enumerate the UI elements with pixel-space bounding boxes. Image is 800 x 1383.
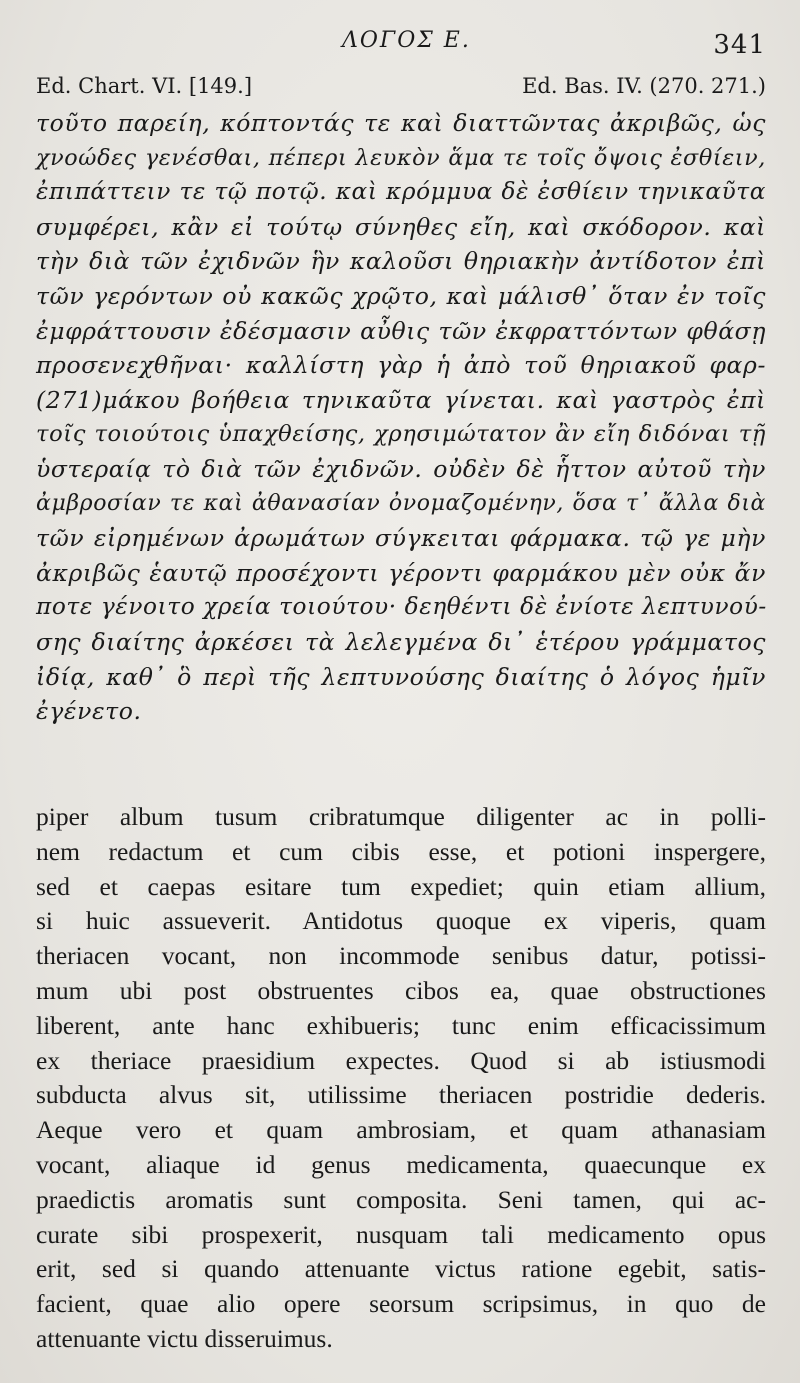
greek-line: ὑστεραίᾳ τὸ διὰ τῶν ἐχιδνῶν. οὐδὲν δὲ ἧττον αὐτοῦ τὴν — [36, 454, 766, 483]
page-number: 341 — [713, 30, 766, 60]
greek-line: τῶν γερόντων οὐ κακῶς χρῷτο, καὶ μάλισθ᾽ ὅταν ἐν τοῖς — [36, 281, 766, 310]
latin-text-block — [36, 800, 766, 1357]
latin-line: Aeque vero et quam ambrosiam, et quam athanasiam — [36, 1115, 766, 1145]
greek-line: ἐπιπάττειν τε τῷ ποτῷ. καὶ κρόμμυα δὲ ἐσθίειν τηνικαῦτα — [36, 178, 766, 206]
edition-reference-line — [36, 74, 766, 104]
greek-line: χνοώδες γενέσθαι, πέπερι λευκὸν ἅμα τε τοῖς ὄψοις ἐσθίειν, — [36, 144, 766, 171]
greek-line: ποτε γένοιτο χρεία τοιούτου· δεηθέντι δὲ ἐνίοτε λεπτυνού- — [36, 593, 767, 621]
latin-line: erit, sed si quando attenuante victus ratione egebit, satis- — [36, 1254, 766, 1284]
greek-line: ἰδίᾳ, καθ᾽ ὃ περὶ τῆς λεπτυνούσης διαίτης ὁ λόγος ἡμῖν — [36, 662, 766, 691]
greek-line: προσενεχθῆναι· καλλίστη γὰρ ἡ ἀπὸ τοῦ θηριακοῦ φαρ- — [36, 351, 766, 380]
latin-line: si huic assueverit. Antidotus quoque ex viperis, quam — [36, 906, 766, 936]
greek-line: ἐμφράττουσιν ἐδέσμασιν αὖθις τῶν ἐκφραττόντων φθάσῃ — [36, 316, 766, 345]
latin-line: piper album tusum cribratumque diligenter ac in polli- — [36, 802, 766, 831]
latin-line: vocant, aliaque id genus medicamenta, quaecunque ex — [36, 1149, 766, 1179]
latin-line: attenuante victu disseruimus. — [36, 1323, 333, 1353]
latin-line: liberent, ante hanc exhibueris; tunc enim efficacissimum — [36, 1010, 766, 1040]
edition-chartier-reference: Ed. Chart. VI. [149.] — [36, 74, 253, 98]
latin-line: subducta alvus sit, utilissime theriacen postridie dederis. — [36, 1080, 766, 1110]
latin-line: sed et caepas esitare tum expediet; quin etiam allium, — [36, 871, 766, 901]
greek-line: ἐγένετο. — [36, 697, 142, 726]
running-head — [0, 28, 800, 58]
greek-line: σης διαίτης ἀρκέσει τὰ λελεγμένα δι᾽ ἑτέρου γράμματος — [36, 627, 766, 656]
greek-line: ἀμβροσίαν τε καὶ ἀθανασίαν ὀνομαζομένην, ὅσα τ᾽ ἄλλα διὰ — [36, 490, 766, 516]
latin-line: praedictis aromatis sunt composita. Seni tamen, qui ac- — [36, 1184, 766, 1214]
greek-line: τοῦτο παρείη, κόπτοντάς τε καὶ διαττῶντας ἀκριβῶς, ὡς — [36, 109, 766, 137]
latin-line: ex theriace praesidium expectes. Quod si ab istiusmodi — [36, 1045, 766, 1075]
greek-line: ἀκριβῶς ἑαυτῷ προσέχοντι γέροντι φαρμάκου μὲν οὐκ ἄν — [36, 558, 766, 587]
greek-text-block — [36, 106, 766, 729]
greek-line: τῶν εἰρημένων ἀρωμάτων σύγκειται φάρμακα. τῷ γε μὴν — [36, 524, 766, 553]
greek-line: (271)μάκου βοήθεια τηνικαῦτα γίνεται. καὶ γαστρὸς ἐπὶ — [36, 385, 766, 414]
latin-line: nem redactum et cum cibis esse, et potioni inspergere, — [36, 836, 766, 866]
greek-line: τοῖς τοιούτοις ὑπαχθείσης, χρησιμώτατον ἂν εἴη διδόναι τῇ — [36, 421, 766, 448]
latin-line: curate sibi prospexerit, nusquam tali medicamento opus — [36, 1219, 766, 1249]
latin-line: mum ubi post obstruentes cibos ea, quae obstructiones — [36, 975, 766, 1005]
page-title: ΛΟΓΟΣ Ε. — [342, 28, 471, 53]
latin-line: theriacen vocant, non incommode senibus datur, potissi- — [36, 941, 766, 971]
greek-line: συμφέρει, κἂν εἰ τούτῳ σύνηθες εἴη, καὶ σκόδορον. καὶ — [36, 212, 766, 241]
greek-line: τὴν διὰ τῶν ἐχιδνῶν ἣν καλοῦσι θηριακὴν ἀντίδοτον ἐπὶ — [36, 247, 766, 276]
latin-line: facient, quae alio opere seorsum scripsimus, in quo de — [36, 1289, 766, 1319]
edition-basel-reference: Ed. Bas. IV. (270. 271.) — [522, 74, 766, 98]
